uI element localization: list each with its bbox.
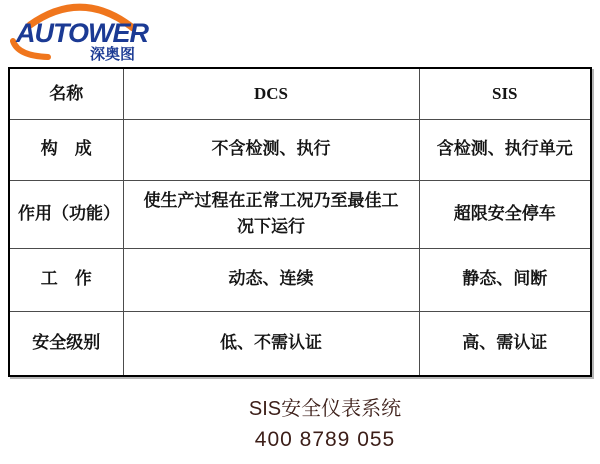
logo-brand-cn-text: 深奥图	[90, 46, 136, 63]
row-dcs-value: 不含检测、执行	[123, 119, 419, 180]
row-sis-value: 含检测、执行单元	[419, 119, 591, 180]
table-header-row	[9, 68, 591, 119]
row-sis-value: 超限安全停车	[419, 180, 591, 248]
row-sis-value: 静态、间断	[419, 248, 591, 311]
table-row	[9, 248, 591, 311]
row-dcs-value: 动态、连续	[123, 248, 419, 311]
row-dcs-value: 使生产过程在正常工况乃至最佳工况下运行	[123, 180, 419, 248]
dcs-sis-comparison-table	[8, 67, 592, 377]
row-dcs-value: 低、不需认证	[123, 311, 419, 376]
row-label: 安全级别	[9, 311, 123, 376]
header-cell-name: 名称	[9, 68, 123, 119]
row-label: 作用（功能）	[9, 180, 123, 248]
autower-logo	[10, 2, 150, 64]
row-sis-value: 高、需认证	[419, 311, 591, 376]
footer	[25, 394, 600, 456]
footer-system-title: SIS安全仪表系统	[248, 398, 402, 420]
table-row	[9, 119, 591, 180]
header-cell-dcs: DCS	[123, 68, 419, 119]
row-label: 构 成	[9, 119, 123, 180]
table-row	[9, 311, 591, 376]
header-cell-sis: SIS	[419, 68, 591, 119]
row-label: 工 作	[9, 248, 123, 311]
logo-brand-text: AUTOWER	[16, 18, 148, 48]
table-row	[9, 180, 591, 248]
footer-phone-number: 400 8789 055	[254, 428, 396, 451]
